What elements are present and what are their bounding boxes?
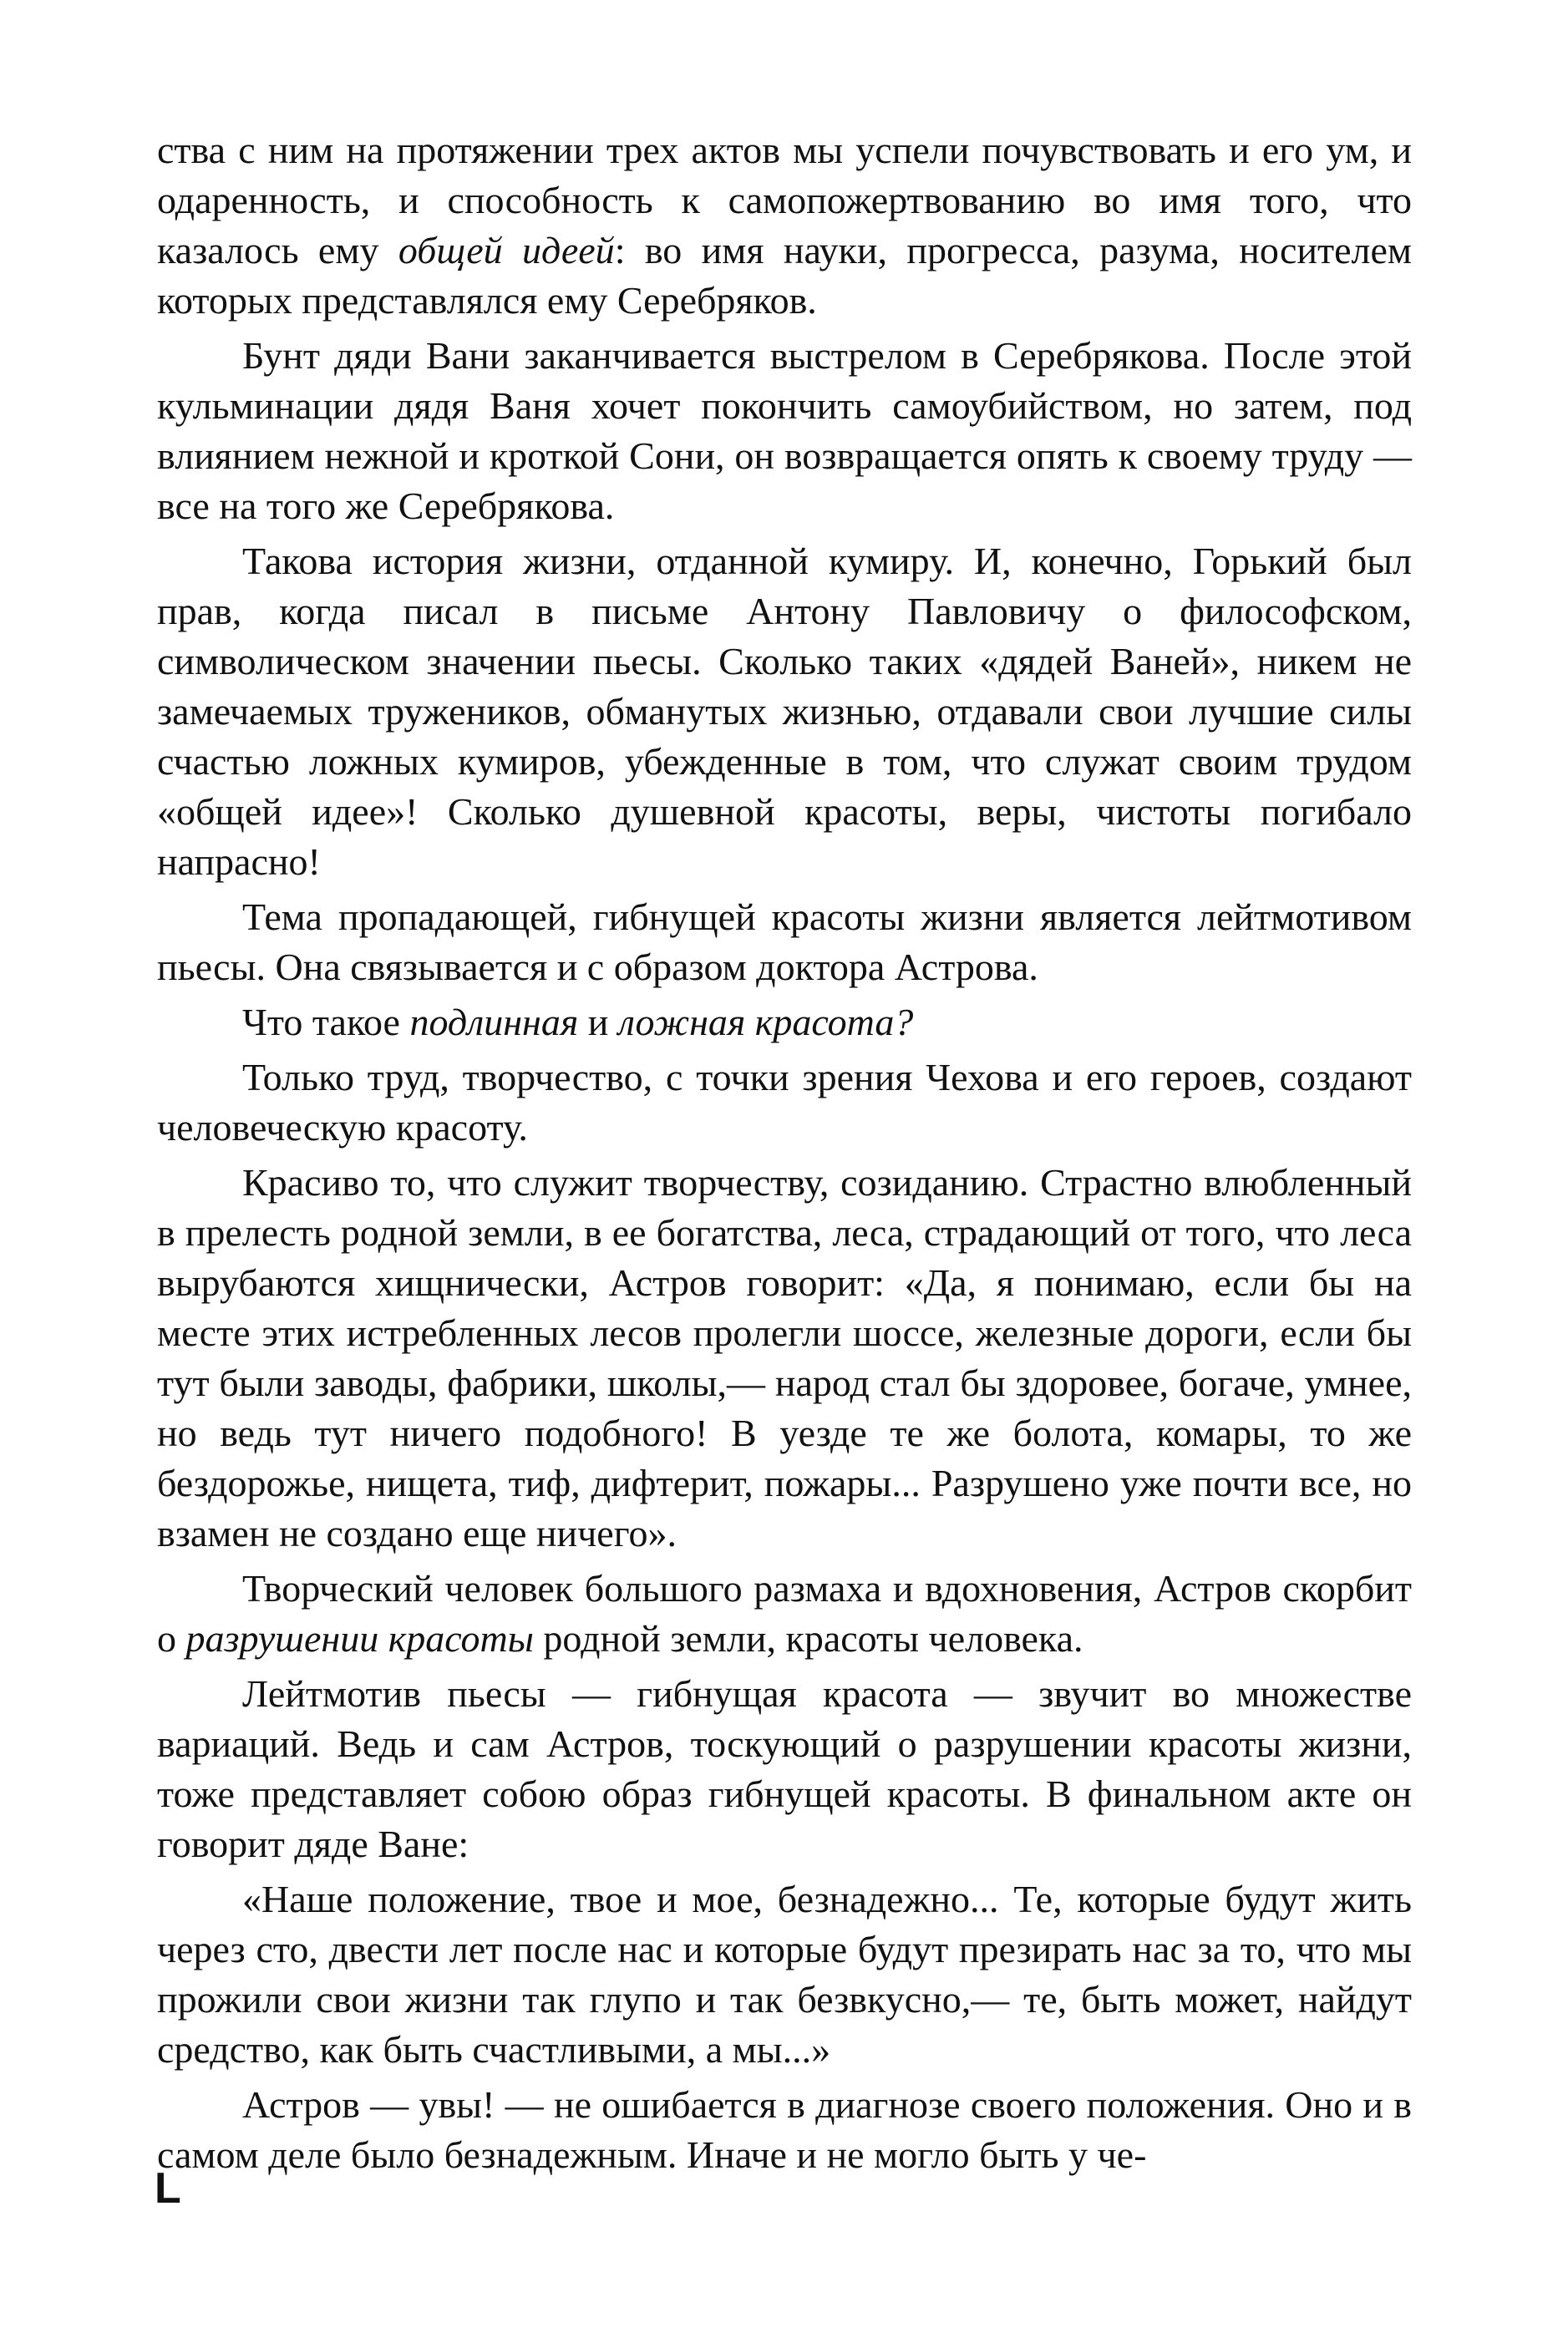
text-run: Только труд, творчество, с точки зрения Чехова и его героев, создают человеческую красоту. <box>157 1056 1412 1149</box>
paragraph <box>157 892 1412 992</box>
paragraph <box>157 125 1412 326</box>
text-run: : во имя науки, прогресса, разума, носителем которых представлялся ему Серебряков. <box>157 229 1413 322</box>
text-run: Тема пропадающей, гибнущей красоты жизни является лейтмотивом пьесы. Она связывается и с образом доктора Астрова. <box>157 895 1412 988</box>
text-run: «Наше положение, твое и мое, безнадежно... Те, которые будут жить через сто, двести лет после нас и которые будут презирать нас за то, что мы прожили свои жизни так глупо и так безвкусно,— те, быть может, найдут средство, как быть счастливыми, а мы...» <box>157 1878 1412 2071</box>
text-run: Такова история жизни, отданной кумиру. И, конечно, Горький был прав, когда писал в письме Антону Павловичу о философском, символическом значении пьесы. Сколько таких «дядей Ваней», никем не замечаемых тружеников, обманутых жизнью, отдавали свои лучшие силы счастью ложных кумиров, убежденные в том, что служат своим трудом «общей идее»! Сколько душевной красоты, веры, чистоты погибало напрасно! <box>157 540 1412 883</box>
body-text <box>157 125 1412 2185</box>
paragraph <box>157 1874 1412 2075</box>
text-run: и <box>578 1001 618 1043</box>
paragraph <box>157 536 1412 887</box>
italic-text: разрушении красоты <box>185 1617 534 1660</box>
text-run: ства с ним на протяжении трех актов мы успели почувствовать и его ум, и одаренность, и способность к самопожертвованию во имя того, что казалось ему <box>157 129 1412 271</box>
italic-text: ложная красота? <box>617 1001 914 1043</box>
paragraph <box>157 1669 1412 1869</box>
page-marker: L <box>155 2164 181 2213</box>
paragraph <box>157 997 1412 1047</box>
paragraph <box>157 1158 1412 1559</box>
italic-text: подлинная <box>409 1001 579 1043</box>
paragraph <box>157 1052 1412 1153</box>
paragraph <box>157 331 1412 531</box>
text-run: родной земли, красоты человека. <box>533 1617 1083 1660</box>
text-run: Что такое <box>242 1001 410 1043</box>
italic-text: общей идеей <box>398 229 615 271</box>
text-run: Бунт дяди Вани заканчивается выстрелом в Серебрякова. После этой кульминации дядя Ваня хочет покончить самоубийством, но затем, под влиянием нежной и кроткой Сони, он возвращается опять к своему труду — все на того же Серебрякова. <box>157 334 1412 527</box>
text-run: Астров — увы! — не ошибается в диагнозе своего положения. Оно и в самом деле было безнадежным. Иначе и не могло быть у че- <box>157 2083 1412 2176</box>
text-run: Лейтмотив пьесы — гибнущая красота — звучит во множестве вариаций. Ведь и сам Астров, тоскующий о разрушении красоты жизни, тоже представляет собою образ гибнущей красоты. В финальном акте он говорит дяде Ване: <box>157 1672 1412 1865</box>
text-run: Творческий человек большого размаха и вдохновения, Астров скорбит о <box>157 1567 1412 1660</box>
paragraph <box>157 2080 1412 2180</box>
paragraph <box>157 1564 1412 1664</box>
text-run: Красиво то, что служит творчеству, созиданию. Страстно влюбленный в прелесть родной земли, в ее богатства, леса, страдающий от того, что леса вырубаются хищнически, Астров говорит: «Да, я понимаю, если бы на месте этих истребленных лесов пролегли шоссе, железные дороги, если бы тут были заводы, фабрики, школы,— народ стал бы здоровее, богаче, умнее, но ведь тут ничего подобного! В уезде те же болота, комары, то же бездорожье, нищета, тиф, дифтерит, пожары... Разрушено уже почти все, но взамен не создано еще ничего». <box>157 1161 1412 1554</box>
